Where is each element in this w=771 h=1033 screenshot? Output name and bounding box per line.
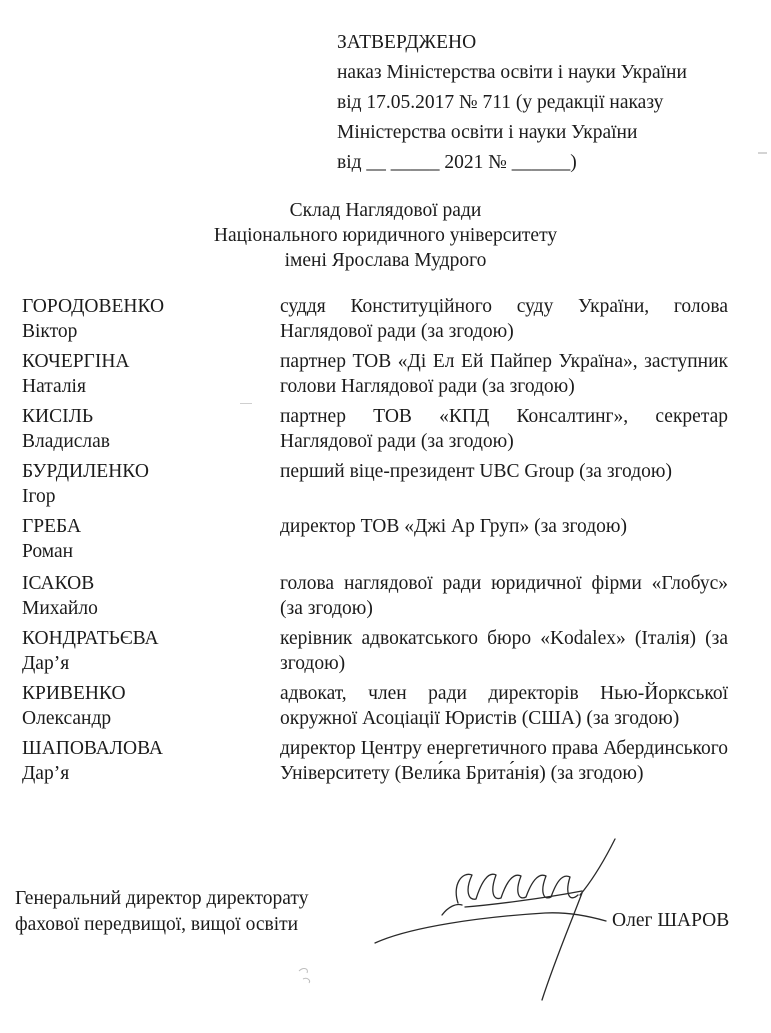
- approval-line: Міністерства освіти і науки України: [337, 122, 638, 143]
- document-title: [0, 198, 771, 273]
- member-name: [22, 626, 272, 676]
- approval-line: наказ Міністерства освіти і науки України: [337, 62, 687, 83]
- approval-line: від __ _____ 2021 № ______): [337, 152, 577, 173]
- member-row: [22, 514, 728, 566]
- member-surname: ГРЕБА: [22, 516, 82, 537]
- member-first-name: Дар’я: [22, 653, 70, 674]
- approval-stamp-block: [337, 28, 687, 178]
- scan-mark: [758, 152, 767, 154]
- member-surname: БУРДИЛЕНКО: [22, 461, 149, 482]
- member-role: перший віце-президент UBC Group (за згодою): [280, 461, 672, 482]
- scan-mark: [295, 965, 325, 985]
- member-name: [22, 736, 272, 786]
- member-surname: КОНДРАТЬЄВА: [22, 628, 159, 649]
- member-surname: КОЧЕРГІНА: [22, 351, 130, 372]
- member-name: [22, 294, 272, 344]
- member-name: [22, 571, 272, 621]
- approval-line: від 17.05.2017 № 711 (у редакції наказу: [337, 92, 664, 113]
- member-first-name: Владислав: [22, 431, 110, 452]
- member-row: [22, 349, 728, 399]
- member-surname: ШАПОВАЛОВА: [22, 738, 163, 759]
- member-row: [22, 404, 728, 454]
- signatory-position: [15, 886, 308, 938]
- member-name: [22, 404, 272, 454]
- member-name: [22, 349, 272, 399]
- member-row: [22, 571, 728, 621]
- member-row: [22, 459, 728, 509]
- title-line: імені Ярослава Мудрого: [284, 250, 487, 271]
- member-first-name: Наталія: [22, 376, 86, 397]
- member-first-name: Роман: [22, 541, 74, 562]
- signatory-name: Олег ШАРОВ: [612, 910, 730, 931]
- member-role: адвокат, член ради директорів Нью-Йоркської окружної Асоціації Юристів (США) (за згодою): [280, 683, 728, 729]
- member-surname: КРИВЕНКО: [22, 683, 126, 704]
- member-first-name: Віктор: [22, 321, 78, 342]
- member-row: [22, 736, 728, 786]
- member-name: [22, 514, 272, 564]
- member-row: [22, 626, 728, 676]
- member-role: директор Центру енергетичного права Абердинського Університету (Вели́ка Брита́нія) (за згодою): [280, 738, 728, 784]
- handwritten-signature: [370, 835, 620, 1005]
- member-surname: ГОРОДОВЕНКО: [22, 296, 165, 317]
- member-first-name: Дар’я: [22, 763, 70, 784]
- board-members-list: [22, 294, 728, 791]
- member-first-name: Олександр: [22, 708, 112, 729]
- member-surname: КИСІЛЬ: [22, 406, 94, 427]
- title-line: Склад Наглядової ради: [289, 200, 482, 221]
- approval-heading: ЗАТВЕРДЖЕНО: [337, 32, 477, 53]
- member-role: керівник адвокатського бюро «Kodalex» (Італія) (за згодою): [280, 628, 728, 674]
- member-first-name: Михайло: [22, 598, 98, 619]
- member-name: [22, 459, 272, 509]
- title-line: Національного юридичного університету: [213, 225, 558, 246]
- member-role: суддя Конституційного суду України, голова Наглядової ради (за згодою): [280, 296, 728, 342]
- member-role: партнер ТОВ «КПД Консалтинг», секретар Наглядової ради (за згодою): [280, 406, 728, 452]
- member-first-name: Ігор: [22, 486, 56, 507]
- signatory-position-line: Генеральний директор директорату: [15, 888, 309, 909]
- member-row: [22, 294, 728, 344]
- member-row: [22, 681, 728, 731]
- signatory-position-line: фахової передвищої, вищої освіти: [15, 914, 299, 935]
- member-role: голова наглядової ради юридичної фірми «Глобус» (за згодою): [280, 573, 728, 619]
- member-surname: ІСАКОВ: [22, 573, 95, 594]
- member-role: партнер ТОВ «Ді Ел Ей Пайпер Україна», заступник голови Наглядової ради (за згодою): [280, 351, 728, 397]
- member-name: [22, 681, 272, 731]
- member-role: директор ТОВ «Джі Ар Груп» (за згодою): [280, 516, 627, 537]
